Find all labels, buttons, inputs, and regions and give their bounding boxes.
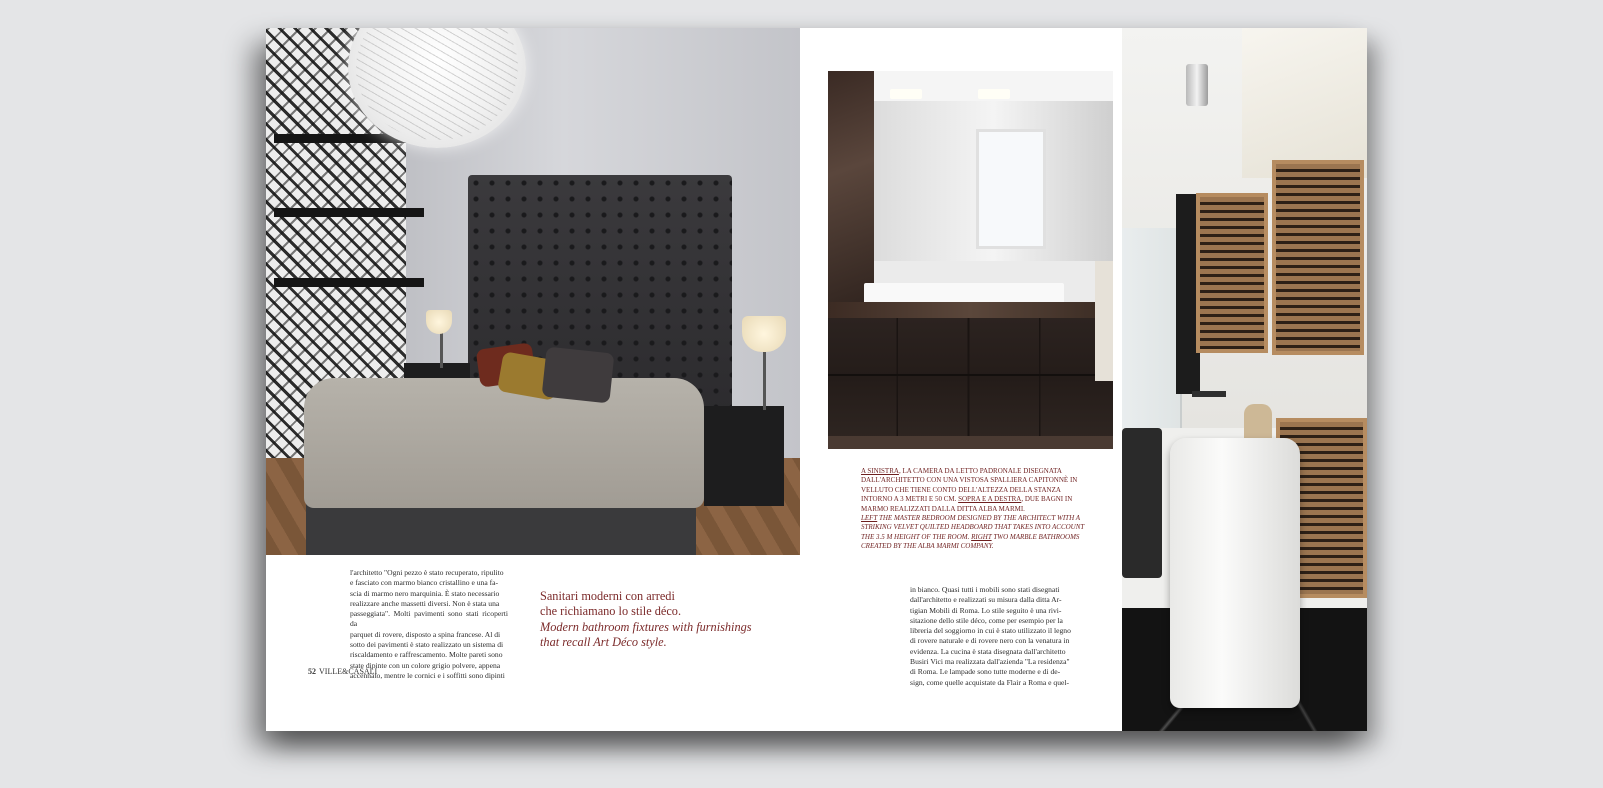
marble-wall	[828, 71, 874, 316]
caption-italian: A SINISTRA, LA CAMERA DA LETTO PADRONALE DISEGNATA DALL'ARCHITETTO CON UNA VISTOSA SPALLIERA CAPITONNÈ IN VELLUTO CHE TIENE CONTO DELL'ALTEZZA DELLA STANZA INTORNO A 3 METRI E 50 CM. SOPRA E A DESTRA, DUE BAGNI IN MARMO REALIZZATI DALLA DITTA ALBA MARMI.	[861, 467, 1078, 513]
nightstand-right	[704, 406, 784, 506]
table-lamp-right	[742, 316, 786, 352]
dark-towel	[1122, 428, 1162, 578]
pillow-gray	[542, 347, 615, 404]
page-number: 52	[308, 667, 316, 676]
bathroom-photo-vanity	[828, 71, 1113, 449]
body-text-right-column: in bianco. Quasi tutti i mobili sono stati disegnati dall'architetto e realizzati su misura dalla ditta Ar- tigian Mobili di Roma. Lo stile seguito è una rivi- sitazione dello stile déco, come per esempio per la libreria del soggiorno in cui è stato utilizzato il legno di rovere naturale e di rovere nero con la venatura in evidenza. La cucina è stata disegnata dall'architetto Busiri Vici ma realizzata dall'azienda "La residenza" di Roma. Le lampade sono tutte moderne e di de- sign, come quelle acquistate da Flair a Roma e quel-	[910, 585, 1071, 687]
page-folio	[308, 667, 377, 676]
marble-counter	[828, 302, 1113, 318]
spot-light	[1186, 64, 1208, 106]
shower-glass	[1122, 228, 1182, 428]
magazine-name: VILLE&CASALI	[319, 667, 378, 676]
towel	[1095, 261, 1113, 381]
wooden-shutter-cabinet	[1196, 193, 1268, 353]
caption-english: LEFT THE MASTER BEDROOM DESIGNED BY THE ARCHITECT WITH A STRIKING VELVET QUILTED HEADBOARD THAT TAKES INTO ACCOUNT THE 3.5 M HEIGHT OF THE ROOM. RIGHT TWO MARBLE BATHROOMS CREATED BY THE ALBA MARMI COMPANY.	[861, 514, 1085, 551]
ceiling-light	[890, 89, 922, 99]
ceiling-light	[978, 89, 1010, 99]
bed-blanket	[304, 378, 704, 508]
vanity-cabinet	[828, 318, 1113, 438]
pull-quote-italian: Sanitari moderni con arredi che richiamano lo stile déco.	[540, 589, 682, 619]
wall-shelf	[274, 278, 424, 287]
wall-shelf	[274, 208, 424, 217]
pull-quote-english: Modern bathroom fixtures with furnishings that recall Art Déco style.	[540, 619, 752, 649]
reflected-window	[976, 129, 1046, 249]
pull-quote	[540, 589, 800, 650]
wall-faucet	[1192, 391, 1226, 397]
photo-caption	[861, 467, 1091, 552]
bedroom-photo	[266, 28, 800, 555]
magazine-spread	[266, 28, 1367, 731]
body-text-left-column: l'architetto "Ogni pezzo è stato recuperato, ripulito e fasciato con marmo bianco cristallino e una fa- scia di marmo nero marquinia. È stato necessario realizzare anche massetti diversi. Non è stata una passeggiata". Molti pavimenti sono stati ricoperti da parquet di rovere, disposto a spina francese. Al di sotto dei pavimenti è stato realizzato un sistema di riscaldamento e raffrescamento. Molte pareti sono state dipinte con un colore grigio polvere, appena accennato, mentre le cornici e i soffitti sono dipinti	[350, 568, 508, 680]
pedestal-sink	[1170, 438, 1300, 708]
wooden-shutter-cabinet	[1272, 160, 1364, 355]
bathroom-photo-pedestal	[1122, 28, 1367, 731]
